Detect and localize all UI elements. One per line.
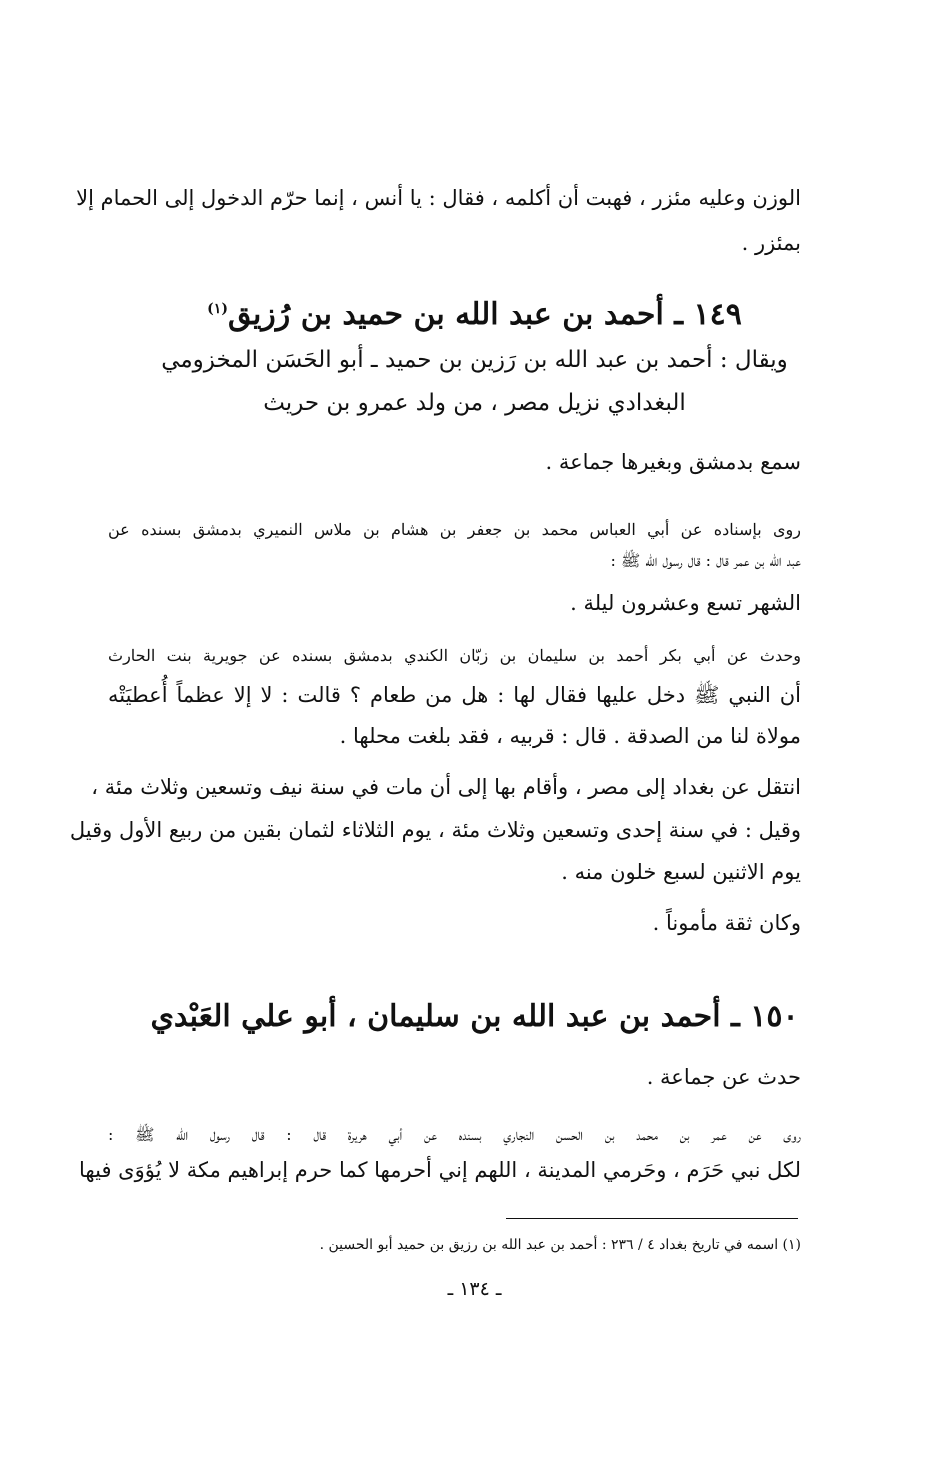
isnad-line: عبد الله بن عمر قال : قال رسول الله ﷺ : — [610, 551, 801, 570]
entry-heading-149 — [0, 297, 949, 332]
text-line: سمع بدمشق وبغيرها جماعة . — [545, 450, 801, 474]
text-line: وكان ثقة مأموناً . — [652, 911, 801, 935]
text-line: بمئزر . — [741, 231, 801, 255]
footnote-rule — [506, 1218, 798, 1219]
text-line: حدث عن جماعة . — [646, 1065, 801, 1089]
isnad-line: روى بإسناده عن أبي العباس محمد بن جعفر بن هشام بن ملاس النميري بدمشق بسنده عن — [108, 520, 801, 539]
text-line: انتقل عن بغداد إلى مصر ، وأقام بها إلى أن مات في سنة نيف وتسعين وثلاث مئة ، — [91, 775, 801, 799]
hadith-text: أن النبي ﷺ دخل عليها فقال لها : هل من طعام ؟ قالت : لا إلا عظماً أُعطيَتْه — [108, 683, 801, 707]
page-number: ـ ١٣٤ ـ — [447, 1278, 502, 1300]
text-line: الوزن وعليه مئزر ، فهبت أن أكلمه ، فقال : يا أنس ، إنما حرّم الدخول إلى الحمام إلا — [76, 186, 801, 210]
entry-subtitle: ويقال : أحمد بن عبد الله بن رَزين بن حميد ـ أبو الحَسَن المخزومي — [161, 347, 788, 373]
footnote-marker: (١) — [207, 301, 228, 317]
hadith-text: مولاة لنا من الصدقة . قال : قربيه ، فقد بلغت محلها . — [339, 724, 801, 748]
footnote: (١) اسمه في تاريخ بغداد ٤ / ٢٣٦ : أحمد بن عبد الله بن رزيق بن حميد أبو الحسين . — [319, 1237, 801, 1253]
isnad-line: وحدث عن أبي بكر أحمد بن سليمان بن زبّان الكندي بدمشق بسنده عن جويرية بنت الحارث — [108, 646, 801, 665]
isnad-line: روى عن عمر بن محمد بن الحسن النجاري بسنده عن أبي هريرة قال : قال رسول الله ﷺ : — [108, 1125, 801, 1144]
text-line: يوم الاثنين لسبع خلون منه . — [561, 860, 801, 884]
entry-subtitle: البغدادي نزيل مصر ، من ولد عمرو بن حريث — [263, 390, 686, 416]
text-line: وقيل : في سنة إحدى وتسعين وثلاث مئة ، يوم الثلاثاء لثمان بقين من ربيع الأول وقيل — [69, 818, 801, 842]
heading-text: ١٤٩ ـ أحمد بن عبد الله بن حميد بن رُزيق — [227, 297, 742, 332]
entry-heading-150: ١٥٠ ـ أحمد بن عبد الله بن سليمان ، أبو علي العَبْدي — [150, 999, 799, 1034]
hadith-text: لكل نبي حَرَم ، وحَرمي المدينة ، اللهم إني أحرمها كما حرم إبراهيم مكة لا يُؤوَى فيها — [79, 1158, 801, 1182]
hadith-text: الشهر تسع وعشرون ليلة . — [570, 591, 801, 615]
